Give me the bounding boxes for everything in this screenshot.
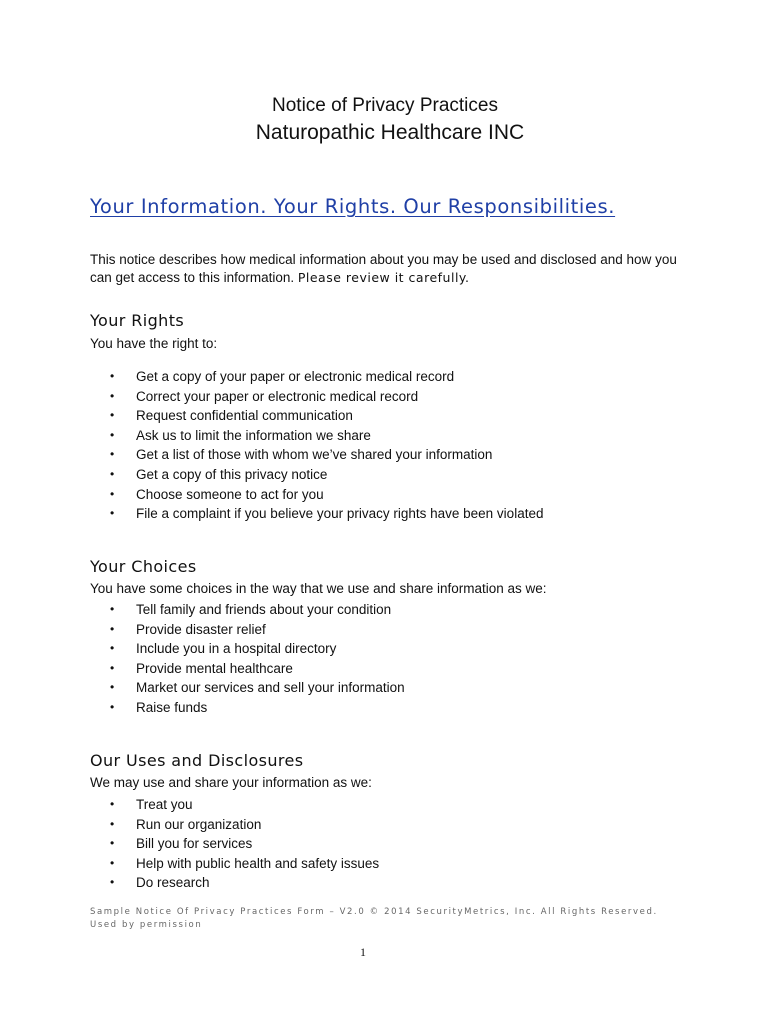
bullet-icon: •	[110, 641, 115, 656]
list-item-text: Do research	[136, 875, 210, 891]
list-item-text: Get a copy of this privacy notice	[136, 466, 328, 482]
bullet-icon: •	[110, 699, 115, 714]
bullet-icon: •	[110, 621, 115, 636]
rights-lead: You have the right to:	[90, 336, 218, 351]
list-item-text: Provide disaster relief	[136, 621, 266, 637]
list-item-text: Get a list of those with whom we’ve shared your information	[136, 447, 493, 463]
uses-lead: We may use and share your information as we:	[90, 775, 372, 790]
list-item-text: Request confidential communication	[136, 408, 353, 424]
list-item	[110, 445, 543, 465]
intro-paragraph	[90, 251, 690, 287]
list-item	[110, 485, 543, 505]
list-item-text: Get a copy of your paper or electronic medical record	[136, 369, 455, 384]
list-item-text: Treat you	[136, 797, 193, 812]
choices-list	[110, 600, 405, 718]
list-item	[110, 367, 543, 387]
rights-heading: Your Rights	[90, 311, 185, 330]
organization-name: Naturopathic Healthcare INC	[255, 121, 525, 144]
rights-list	[110, 367, 543, 524]
bullet-icon: •	[110, 506, 115, 521]
bullet-icon: •	[110, 602, 115, 616]
list-item	[110, 465, 543, 485]
bullet-icon: •	[110, 408, 115, 423]
choices-lead: You have some choices in the way that we use and share information as we:	[90, 581, 547, 596]
bullet-icon: •	[110, 660, 115, 675]
list-item	[110, 600, 405, 620]
page-number: 1	[360, 945, 366, 959]
footer-copyright: Sample Notice Of Privacy Practices Form – V2.0 © 2014 SecurityMetrics, Inc. All Rights Reserved. Used by permission	[90, 907, 658, 930]
choices-heading: Your Choices	[90, 557, 197, 576]
bullet-icon: •	[110, 486, 115, 501]
uses-heading: Our Uses and Disclosures	[90, 751, 304, 770]
bullet-icon: •	[110, 388, 115, 403]
list-item	[110, 854, 379, 874]
list-item-text: Ask us to limit the information we share	[136, 427, 371, 443]
bullet-icon: •	[110, 797, 115, 811]
list-item-text: Provide mental healthcare	[136, 660, 293, 676]
list-item-text: File a complaint if you believe your privacy rights have been violated	[136, 506, 544, 522]
list-item	[110, 387, 543, 407]
list-item-text: Correct your paper or electronic medical record	[136, 388, 419, 404]
list-item-text: Bill you for services	[136, 836, 253, 852]
bullet-icon: •	[110, 875, 115, 890]
list-item	[110, 620, 405, 640]
list-item	[110, 504, 543, 524]
bullet-icon: •	[110, 836, 115, 851]
list-item	[110, 426, 543, 446]
list-item-text: Market our services and sell your information	[136, 680, 405, 696]
tagline-heading: Your Information. Your Rights. Our Responsibilities.	[90, 195, 616, 218]
list-item-text: Tell family and friends about your condition	[136, 602, 392, 617]
list-item	[110, 815, 379, 835]
list-item	[110, 678, 405, 698]
list-item	[110, 834, 379, 854]
bullet-icon: •	[110, 369, 115, 383]
bullet-icon: •	[110, 427, 115, 442]
list-item	[110, 795, 379, 815]
list-item-text: Include you in a hospital directory	[136, 641, 337, 657]
list-item-text: Run our organization	[136, 816, 262, 832]
uses-list	[110, 795, 379, 893]
list-item-text: Raise funds	[136, 699, 208, 715]
bullet-icon: •	[110, 816, 115, 831]
intro-emphasis: Please review it carefully.	[297, 270, 470, 285]
list-item	[110, 639, 405, 659]
list-item	[110, 659, 405, 679]
bullet-icon: •	[110, 680, 115, 695]
notice-title: Notice of Privacy Practices	[272, 95, 498, 116]
list-item	[110, 873, 379, 893]
bullet-icon: •	[110, 466, 115, 481]
intro-text: This notice describes how medical information about you may be used and disclosed and how you can get access to this information.	[90, 252, 677, 285]
list-item	[110, 698, 405, 718]
list-item-text: Help with public health and safety issues	[136, 855, 380, 871]
bullet-icon: •	[110, 447, 115, 462]
bullet-icon: •	[110, 855, 115, 870]
list-item-text: Choose someone to act for you	[136, 486, 324, 502]
list-item	[110, 406, 543, 426]
